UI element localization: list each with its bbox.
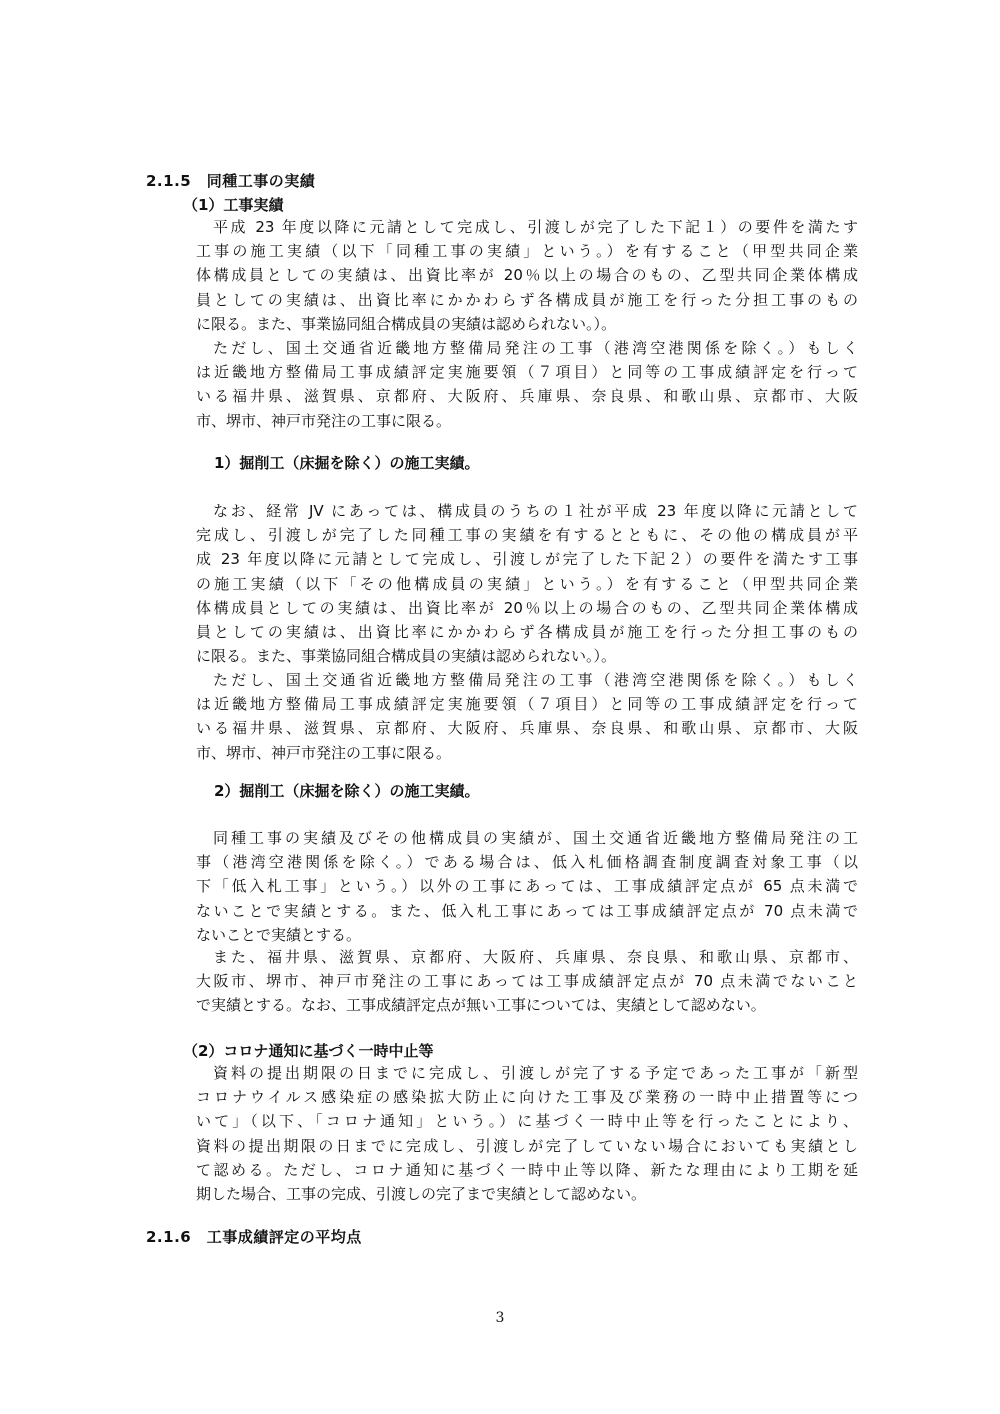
paragraph-line: 期した場合、工事の完成、引渡しの完了まで実績として認めない。 bbox=[196, 1184, 647, 1203]
paragraph-6 bbox=[196, 945, 858, 1018]
paragraph-line: 市、堺市、神戸市発注の工事に限る。 bbox=[196, 411, 452, 430]
paragraph-line: に限る。また、事業協同組合構成員の実績は認められない。）。 bbox=[196, 647, 617, 666]
section-heading-2-1-6: 2.1.6 工事成績評定の平均点 bbox=[146, 1228, 362, 1246]
paragraph-line: なお、経常 JV にあっては、構成員のうちの１社が平成 23 年度以降に元請として bbox=[213, 502, 858, 520]
paragraph-line: 大阪市、堺市、神戸市発注の工事にあっては工事成績評定点が 70 点未満でないこと bbox=[196, 972, 858, 991]
paragraph-line: 資料の提出期限の日までに完成し、引渡しが完了していない場合においても実績とし bbox=[196, 1136, 858, 1155]
paragraph-line: いる福井県、滋賀県、京都府、大阪府、兵庫県、奈良県、和歌山県、京都市、大阪 bbox=[196, 387, 858, 406]
paragraph-line: 完成し、引渡しが完了した同種工事の実績を有するとともに、その他の構成員が平 bbox=[196, 526, 858, 545]
paragraph-line: 平成 23 年度以降に元請として完成し、引渡しが完了した下記１）の要件を満たす bbox=[213, 218, 858, 236]
paragraph-line: 員としての実績は、出資比率にかかわらず各構成員が施工を行った分担工事のもの bbox=[196, 622, 858, 641]
paragraph-line: 員としての実績は、出資比率にかかわらず各構成員が施工を行った分担工事のもの bbox=[196, 290, 858, 309]
paragraph-line: に限る。また、事業協同組合構成員の実績は認められない。）。 bbox=[196, 314, 617, 333]
paragraph-line: 工事の施工実績（以下「同種工事の実績」という。）を有すること（甲型共同企業 bbox=[196, 242, 858, 261]
paragraph-line: 資料の提出期限の日までに完成し、引渡しが完了する予定であった工事が「新型 bbox=[213, 1064, 858, 1082]
paragraph-line: 成 23 年度以降に元請として完成し、引渡しが完了した下記２）の要件を満たす工事 bbox=[196, 550, 858, 569]
paragraph-line: 事（港湾空港関係を除く。）である場合は、低入札価格調査制度調査対象工事（以 bbox=[196, 853, 858, 872]
paragraph-line: で実績とする。なお、工事成績評定点が無い工事については、実績として認めない。 bbox=[196, 996, 766, 1015]
paragraph-line: は近畿地方整備局工事成績評定実施要領（７項目）と同等の工事成績評定を行って bbox=[196, 363, 858, 382]
paragraph-line: いる福井県、滋賀県、京都府、大阪府、兵庫県、奈良県、和歌山県、京都市、大阪 bbox=[196, 719, 858, 738]
paragraph-line: また、福井県、滋賀県、京都府、大阪府、兵庫県、奈良県、和歌山県、京都市、 bbox=[213, 948, 858, 966]
paragraph-line: いて」（以下、「コロナ通知」という。）に基づく一時中止等を行ったことにより、 bbox=[196, 1112, 858, 1131]
paragraph-line: の施工実績（以下「その他構成員の実績」という。）を有すること（甲型共同企業 bbox=[196, 574, 858, 593]
paragraph-2 bbox=[196, 336, 858, 433]
item-2-heading: 2）掘削工（床掘を除く）の施工実績。 bbox=[214, 782, 480, 800]
paragraph-5 bbox=[196, 826, 858, 947]
paragraph-line: 体構成員としての実績は、出資比率が 20％以上の場合のもの、乙型共同企業体構成 bbox=[196, 266, 858, 285]
paragraph-line: 下「低入札工事」という。）以外の工事にあっては、工事成績評定点が 65 点未満で bbox=[196, 877, 858, 896]
paragraph-line: て認める。ただし、コロナ通知に基づく一時中止等以降、新たな理由により工期を延 bbox=[196, 1160, 858, 1179]
paragraph-3 bbox=[196, 499, 858, 668]
paragraph-1 bbox=[196, 215, 858, 336]
paragraph-4 bbox=[196, 668, 858, 765]
paragraph-line: は近畿地方整備局工事成績評定実施要領（７項目）と同等の工事成績評定を行って bbox=[196, 695, 858, 714]
item-1-heading: 1）掘削工（床掘を除く）の施工実績。 bbox=[214, 454, 480, 472]
subsection-heading-corona-notice: （2）コロナ通知に基づく一時中止等 bbox=[183, 1042, 434, 1060]
paragraph-line: 市、堺市、神戸市発注の工事に限る。 bbox=[196, 743, 452, 762]
paragraph-line: ないことで実績とする。また、低入札工事にあっては工事成績評定点が 70 点未満で bbox=[196, 901, 858, 920]
page-number: 3 bbox=[495, 1310, 505, 1326]
paragraph-line: 体構成員としての実績は、出資比率が 20％以上の場合のもの、乙型共同企業体構成 bbox=[196, 598, 858, 617]
paragraph-line: 同種工事の実績及びその他構成員の実績が、国土交通省近畿地方整備局発注の工 bbox=[213, 829, 858, 847]
paragraph-7 bbox=[196, 1061, 858, 1206]
paragraph-line: ないことで実績とする。 bbox=[196, 925, 362, 944]
subsection-heading-works-record: （1）工事実績 bbox=[183, 196, 284, 214]
paragraph-line: ただし、国土交通省近畿地方整備局発注の工事（港湾空港関係を除く。）もしく bbox=[213, 671, 858, 689]
paragraph-line: コロナウイルス感染症の感染拡大防止に向けた工事及び業務の一時中止措置等につ bbox=[196, 1088, 858, 1107]
paragraph-line: ただし、国土交通省近畿地方整備局発注の工事（港湾空港関係を除く。）もしく bbox=[213, 339, 858, 357]
section-heading-2-1-5: 2.1.5 同種工事の実績 bbox=[146, 172, 316, 190]
